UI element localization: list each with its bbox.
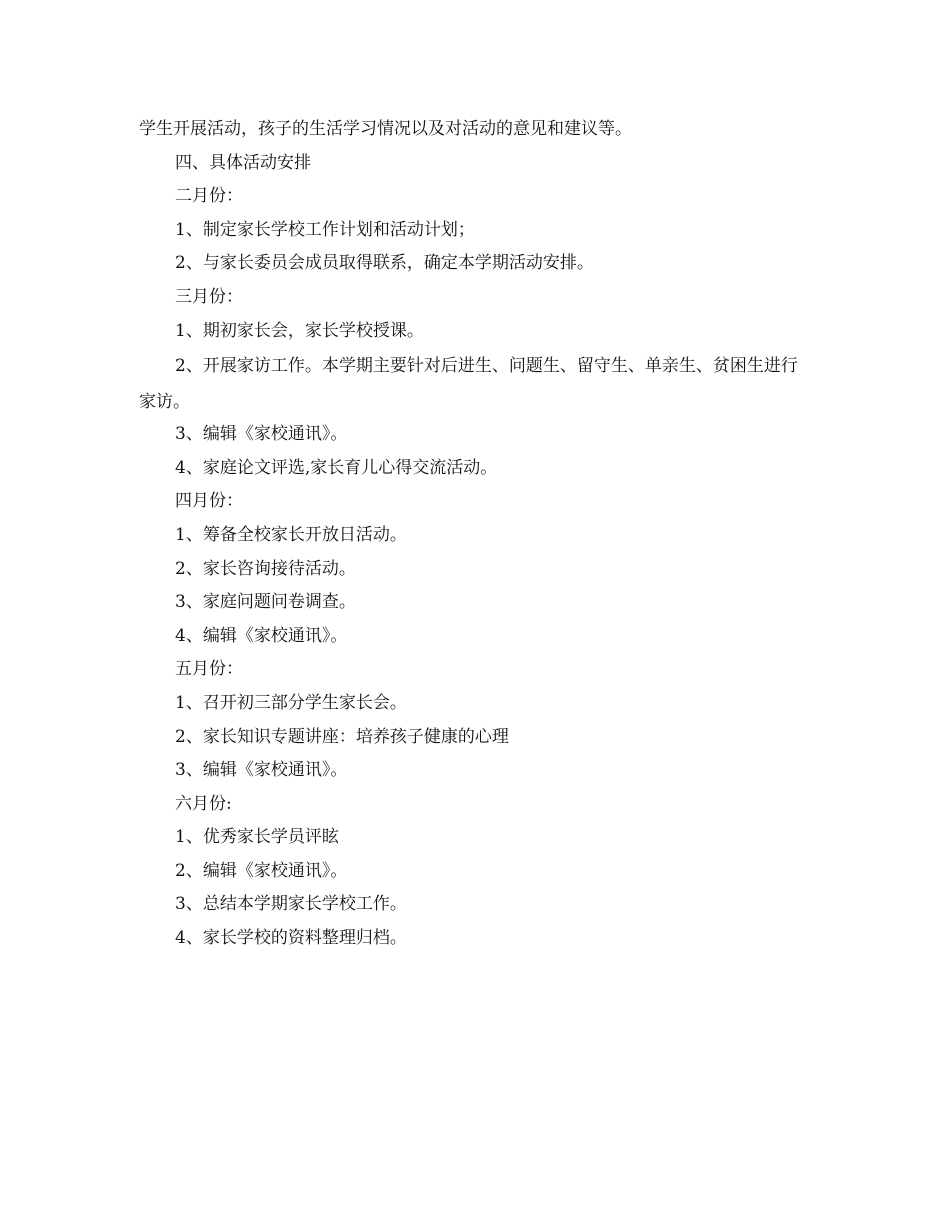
list-item: 1、优秀家长学员评眩 (175, 827, 339, 848)
list-item: 2、家长咨询接待活动。 (175, 558, 356, 579)
month-heading-june: 六月份: (175, 793, 232, 814)
list-item: 3、编辑《家校通讯》。 (175, 424, 348, 445)
list-item: 3、家庭问题问卷调查。 (175, 592, 356, 613)
list-item: 4、编辑《家校通讯》。 (175, 625, 348, 646)
month-heading-april: 四月份： (175, 491, 243, 512)
list-item: 1、期初家长会，家长学校授课。 (175, 320, 424, 341)
month-heading-february: 二月份： (175, 186, 243, 207)
list-item: 2、编辑《家校通讯》。 (175, 860, 348, 881)
list-item-wrapped: 2、开展家访工作。本学期主要针对后进生、问题生、留守生、单亲生、贫困生进行家访。 (139, 356, 798, 413)
list-item: 3、总结本学期家长学校工作。 (175, 894, 407, 915)
list-item: 1、制定家长学校工作计划和活动计划； (175, 219, 475, 240)
section-heading: 四、具体活动安排 (175, 152, 311, 173)
month-heading-may: 五月份： (175, 659, 243, 680)
list-item: 4、家长学校的资料整理归档。 (175, 928, 407, 949)
list-item: 1、召开初三部分学生家长会。 (175, 692, 407, 713)
list-item: 3、编辑《家校通讯》。 (175, 760, 348, 781)
list-item: 4、家庭论文评选,家长育儿心得交流活动。 (175, 457, 498, 478)
document-body (139, 113, 819, 956)
month-heading-march: 三月份： (175, 286, 243, 307)
list-item: 2、家长知识专题讲座：培养孩子健康的心理 (175, 726, 509, 747)
list-item: 1、筹备全校家长开放日活动。 (175, 524, 407, 545)
paragraph-line: 学生开展活动，孩子的生活学习情况以及对活动的意见和建议等。 (139, 119, 632, 139)
list-item: 2、与家长委员会成员取得联系，确定本学期活动安排。 (175, 253, 594, 274)
